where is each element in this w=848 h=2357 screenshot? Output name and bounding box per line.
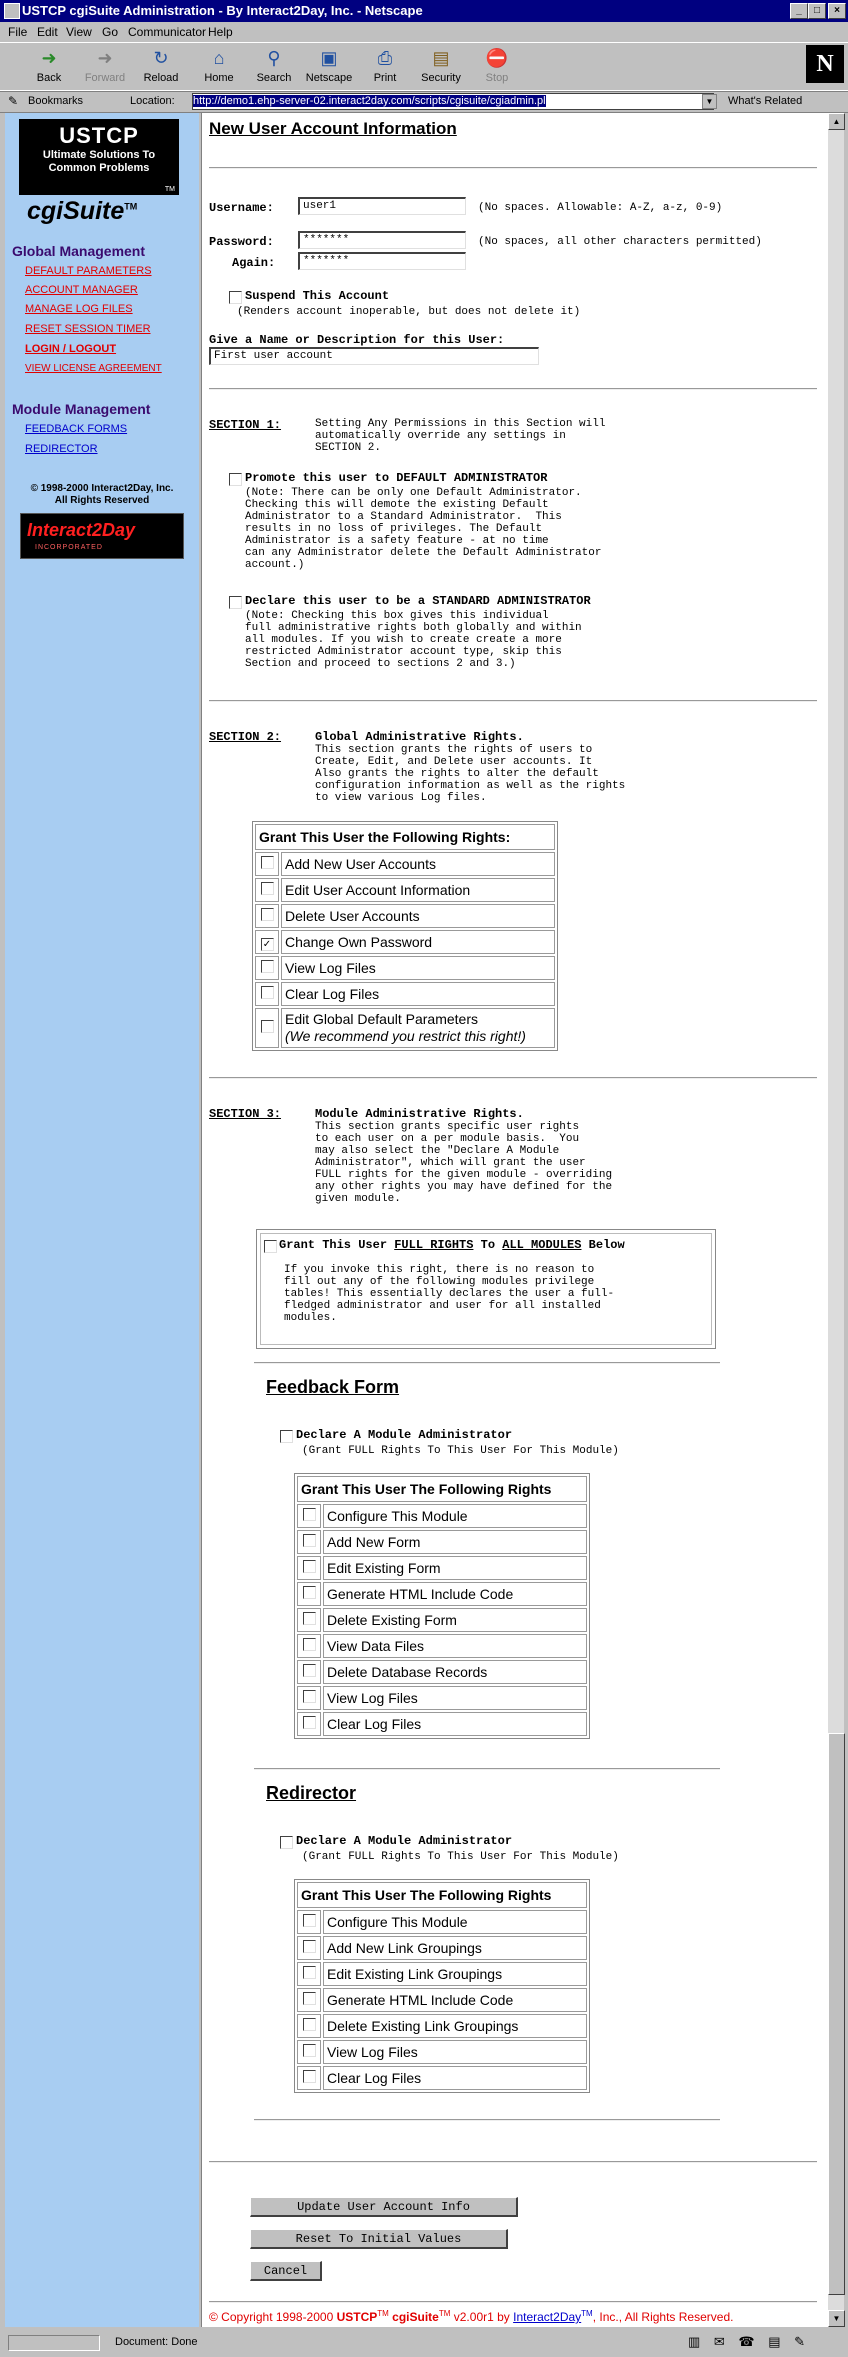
right-label: Add New Form [323, 1530, 587, 1554]
redirector-right-checkbox[interactable] [303, 2044, 316, 2057]
redirector-right-checkbox[interactable] [303, 1992, 316, 2005]
right-label: View Data Files [323, 1634, 587, 1658]
right-label: View Log Files [281, 956, 555, 980]
sidebar [5, 113, 199, 2327]
main-content [201, 113, 828, 2327]
password-input[interactable]: ******* [298, 231, 466, 249]
netscape-logo[interactable]: N [806, 45, 844, 83]
password-again-input[interactable]: ******* [298, 252, 466, 270]
feedback-right-checkbox[interactable] [303, 1560, 316, 1573]
module-heading-feedback-form: Feedback Form [266, 1377, 400, 1397]
global-rights-table [252, 821, 558, 1051]
location-label: Location: [130, 95, 175, 107]
right-change-password-checkbox[interactable]: ✓ [261, 938, 274, 951]
location-input[interactable]: http://demo1.ehp-server-02.interact2day.com/scripts/cgisuite/cgiadmin.pl [192, 93, 714, 110]
right-label: Add New Link Groupings [323, 1936, 587, 1960]
table-row [297, 1582, 587, 1606]
global-rights-header: Grant This User the Following Rights: [255, 824, 555, 850]
table-row [255, 1008, 555, 1048]
forward-button[interactable]: ➜ Forward [84, 48, 126, 84]
suspend-checkbox[interactable] [229, 291, 242, 304]
close-button[interactable]: × [828, 3, 846, 19]
section3-intro: This section grants specific user rights to each user on a per module basis. You may also select the "Declare A Module Administrator", which will grant the user FULL rights for the given module - overriding any other rights you may have defined for the given module. [315, 1121, 613, 1205]
table-row [297, 1530, 587, 1554]
menu-view[interactable]: View [66, 25, 92, 39]
logo-title: USTCP [59, 123, 139, 148]
home-icon: ⌂ [213, 48, 225, 68]
feedback-right-checkbox[interactable] [303, 1638, 316, 1651]
feedback-right-checkbox[interactable] [303, 1508, 316, 1521]
printer-icon: ⎙ [377, 48, 393, 68]
section2-intro: This section grants the rights of users to Create, Edit, and Delete user accounts. It Also grants the rights to alter the default configuration information as well as the rights to view various Log files. [315, 744, 626, 804]
menu-go[interactable]: Go [102, 25, 119, 39]
feedback-declare-admin-label: Declare A Module Administrator [296, 1428, 513, 1442]
redirector-right-checkbox[interactable] [303, 1914, 316, 1927]
password-label: Password: [209, 235, 274, 249]
bookmarks-button[interactable]: Bookmarks [28, 95, 84, 107]
link-login-logout[interactable]: LOGIN / LOGOUT [25, 343, 117, 355]
location-bar [0, 90, 848, 113]
link-default-parameters[interactable]: DEFAULT PARAMETERS [25, 265, 152, 277]
table-row [297, 1660, 587, 1684]
right-label: Edit Existing Link Groupings [323, 1962, 587, 1986]
table-row [297, 1556, 587, 1580]
table-row [297, 2014, 587, 2038]
stop-button[interactable]: ⛔ Stop [485, 48, 509, 84]
feedback-declare-admin-checkbox[interactable] [280, 1430, 293, 1443]
right-label: Change Own Password [281, 930, 555, 954]
description-label: Give a Name or Description for this User: [209, 333, 505, 347]
redirector-declare-admin-checkbox[interactable] [280, 1836, 293, 1849]
page-title: New User Account Information [209, 119, 457, 138]
section2-title: SECTION 2: [209, 730, 282, 744]
divider [209, 2301, 817, 2303]
table-row [297, 1936, 587, 1960]
logo-sub-2: Common Problems [48, 162, 150, 174]
table-row [297, 1910, 587, 1934]
declare-note: (Note: Checking this box gives this individual full administrative rights both globally and within all modules. If you wish to create create a more restricted Administrator account type, skip this Section and proceed to sections 2 and 3.) [245, 610, 582, 670]
section3-title: SECTION 3: [209, 1107, 282, 1121]
table-row [297, 2040, 587, 2064]
module-management-heading: Module Management [12, 401, 151, 417]
netscape-button[interactable]: ▣ Netscape [305, 48, 353, 84]
module-heading-redirector: Redirector [266, 1783, 357, 1803]
table-row [255, 904, 555, 928]
redirector-right-checkbox[interactable] [303, 1940, 316, 1953]
right-label: Generate HTML Include Code [323, 1988, 587, 2012]
feedback-right-checkbox[interactable] [303, 1690, 316, 1703]
table-row [255, 956, 555, 980]
feedback-right-checkbox[interactable] [303, 1534, 316, 1547]
link-manage-log-files[interactable]: MANAGE LOG FILES [25, 303, 133, 315]
menu-bar [0, 22, 848, 41]
link-redirector[interactable]: REDIRECTOR [25, 443, 98, 455]
netscape-app-icon [4, 3, 20, 19]
password-hint: (No spaces, all other characters permitted) [478, 236, 762, 248]
sidebar-copyright: © 1998-2000 Interact2Day, Inc. All Rights Reserved [30, 483, 174, 506]
status-bar [0, 2330, 848, 2357]
cancel-button[interactable]: Cancel [250, 2261, 322, 2281]
link-view-license[interactable]: VIEW LICENSE AGREEMENT [25, 363, 162, 374]
reload-button[interactable]: ↻ Reload [143, 48, 179, 84]
grant-full-rights-label: Grant This User FULL RIGHTS To ALL MODULES Below [279, 1238, 625, 1252]
footer-copyright: © Copyright 1998-2000 USTCP™ cgiSuite™ v2.00r1 by Interact2Day™, Inc., All Rights Reserved. [209, 2309, 734, 2324]
table-row [297, 1686, 587, 1710]
global-management-heading: Global Management [12, 243, 146, 259]
right-label: Edit Global Default Parameters [285, 1011, 478, 1027]
suspend-label: Suspend This Account [245, 289, 390, 303]
section2-heading: Global Administrative Rights. [315, 730, 524, 744]
redirector-right-checkbox[interactable] [303, 1966, 316, 1979]
ustcp-logo [19, 119, 179, 195]
update-account-button[interactable]: Update User Account Info [250, 2197, 518, 2217]
grant-full-rights-checkbox[interactable] [264, 1240, 277, 1253]
table-row [297, 1504, 587, 1528]
menu-edit[interactable]: Edit [37, 25, 58, 39]
full-rights-box [256, 1229, 716, 1349]
section1-title: SECTION 1: [209, 418, 282, 432]
status-text: Document: Done [115, 2336, 198, 2348]
promote-default-admin-label: Promote this user to DEFAULT ADMINISTRATOR [245, 471, 548, 485]
footer-interact2day-link[interactable]: Interact2Day [513, 2310, 582, 2324]
whats-related-button[interactable]: What's Related [728, 95, 803, 107]
right-label: Add New User Accounts [281, 852, 555, 876]
link-feedback-forms[interactable]: FEEDBACK FORMS [25, 423, 128, 435]
cgisuite-logo: cgiSuite™ [27, 197, 138, 225]
padlock-icon: ▤ [432, 48, 450, 68]
right-label: View Log Files [323, 2040, 587, 2064]
scroll-up-icon[interactable]: ▲ [828, 113, 845, 130]
back-button[interactable]: ➜ Back [36, 48, 62, 84]
declare-standard-admin-label: Declare this user to be a STANDARD ADMINISTRATOR [245, 594, 591, 608]
feedback-declare-note: (Grant FULL Rights To This User For This Module) [302, 1445, 619, 1457]
right-view-log-checkbox[interactable] [261, 960, 274, 973]
username-hint: (No spaces. Allowable: A-Z, a-z, 0-9) [478, 202, 723, 214]
print-button[interactable]: ⎙ Print [373, 48, 397, 84]
description-input[interactable]: First user account [209, 347, 539, 365]
maximize-button[interactable]: □ [808, 3, 826, 19]
search-button[interactable]: ⚲ Search [256, 48, 292, 84]
interact2day-logo[interactable]: Interact2Day INCORPORATED [20, 513, 184, 559]
table-row [255, 982, 555, 1006]
table-row [255, 878, 555, 902]
divider [209, 700, 817, 702]
right-label: Edit User Account Information [281, 878, 555, 902]
minimize-button[interactable]: _ [790, 3, 808, 19]
navigation-toolbar [0, 42, 848, 92]
right-clear-log-checkbox[interactable] [261, 986, 274, 999]
forward-arrow-icon: ➜ [97, 48, 113, 68]
scroll-thumb[interactable] [828, 1733, 845, 2295]
right-label: Configure This Module [323, 1910, 587, 1934]
right-edit-defaults-checkbox[interactable] [261, 1020, 274, 1033]
right-label: Generate HTML Include Code [323, 1582, 587, 1606]
full-rights-note: If you invoke this right, there is no reason to fill out any of the following modules privilege tables! This essentially declares the user a full- fledged administrator and user for all installed modules. [284, 1264, 615, 1324]
section1-intro: Setting Any Permissions in this Section will automatically override any settings in SECTION 2. [315, 418, 606, 454]
declare-standard-admin-checkbox[interactable] [229, 596, 242, 609]
link-account-manager[interactable]: ACCOUNT MANAGER [25, 284, 138, 296]
feedback-right-checkbox[interactable] [303, 1586, 316, 1599]
bookmark-star-icon: ✎ [8, 94, 19, 108]
feedback-rights-table [294, 1473, 590, 1739]
back-arrow-icon: ➜ [41, 48, 57, 68]
right-delete-user-checkbox[interactable] [261, 908, 274, 921]
feedback-right-checkbox[interactable] [303, 1612, 316, 1625]
divider [254, 2119, 720, 2121]
divider [209, 2161, 817, 2163]
promote-note: (Note: There can be only one Default Administrator. Checking this will demote the existing Default Administrator to a Standard Administrator. This results in no loss of privileges. The Default Administrator is a safety feature - at no time can any Administrator delete the Default Administrator account.) [245, 487, 602, 571]
right-label: Clear Log Files [281, 982, 555, 1006]
feedback-rights-header: Grant This User The Following Rights [297, 1476, 587, 1502]
logo-tm: TM [164, 186, 175, 193]
section3-heading: Module Administrative Rights. [315, 1107, 524, 1121]
table-row [297, 1634, 587, 1658]
table-row [297, 1988, 587, 2012]
scroll-down-icon[interactable]: ▼ [828, 2310, 845, 2327]
right-label: Delete User Accounts [281, 904, 555, 928]
redirector-rights-table [294, 1879, 590, 2093]
table-row [297, 2066, 587, 2090]
search-icon: ⚲ [267, 48, 281, 68]
right-label: Delete Database Records [323, 1660, 587, 1684]
menu-communicator[interactable]: Communicator [128, 25, 207, 39]
username-input[interactable]: user1 [298, 197, 466, 215]
table-row [297, 1712, 587, 1736]
divider [254, 1768, 720, 1770]
table-row [297, 1962, 587, 1986]
right-label: Clear Log Files [323, 2066, 587, 2090]
chevron-down-icon[interactable]: ▼ [702, 94, 717, 109]
reload-icon: ↻ [153, 48, 169, 68]
security-button[interactable]: ▤ Security [421, 48, 461, 84]
security-indicator [8, 2335, 100, 2351]
feedback-right-checkbox[interactable] [303, 1664, 316, 1677]
home-button[interactable]: ⌂ Home [204, 48, 234, 84]
table-row [255, 930, 555, 954]
right-edit-user-checkbox[interactable] [261, 882, 274, 895]
suspend-note: (Renders account inoperable, but does not delete it) [237, 306, 581, 318]
stop-icon: ⛔ [485, 48, 509, 68]
right-label: Delete Existing Form [323, 1608, 587, 1632]
username-label: Username: [209, 201, 274, 215]
divider [209, 167, 817, 169]
window-titlebar [0, 0, 848, 22]
table-row [255, 852, 555, 876]
right-add-user-checkbox[interactable] [261, 856, 274, 869]
divider [209, 388, 817, 390]
redirector-declare-note: (Grant FULL Rights To This User For This Module) [302, 1851, 619, 1863]
netscape-icon: ▣ [320, 48, 338, 68]
table-row [297, 1608, 587, 1632]
redirector-rights-header: Grant This User The Following Rights [297, 1882, 587, 1908]
menu-help[interactable]: Help [208, 25, 233, 39]
right-label: Configure This Module [323, 1504, 587, 1528]
password-again-label: Again: [232, 256, 276, 270]
redirector-right-checkbox[interactable] [303, 2018, 316, 2031]
feedback-right-checkbox[interactable] [303, 1716, 316, 1729]
link-reset-session-timer[interactable]: RESET SESSION TIMER [25, 323, 151, 335]
component-bar-icons[interactable]: ▥ ✉ ☎ ▤ ✎ [688, 2334, 810, 2349]
vertical-scrollbar[interactable] [827, 113, 844, 2327]
right-label: Clear Log Files [323, 1712, 587, 1736]
right-label: View Log Files [323, 1686, 587, 1710]
divider [209, 1077, 817, 1079]
promote-default-admin-checkbox[interactable] [229, 473, 242, 486]
redirector-declare-admin-label: Declare A Module Administrator [296, 1834, 513, 1848]
redirector-right-checkbox[interactable] [303, 2070, 316, 2083]
restrict-note: (We recommend you restrict this right!) [285, 1028, 526, 1044]
logo-sub-1: Ultimate Solutions To [42, 149, 156, 161]
reset-values-button[interactable]: Reset To Initial Values [250, 2229, 508, 2249]
window-title: USTCP cgiSuite Administration - By Interact2Day, Inc. - Netscape [22, 3, 423, 18]
divider [254, 1362, 720, 1364]
right-label: Delete Existing Link Groupings [323, 2014, 587, 2038]
right-label: Edit Existing Form [323, 1556, 587, 1580]
menu-file[interactable]: File [8, 25, 28, 39]
